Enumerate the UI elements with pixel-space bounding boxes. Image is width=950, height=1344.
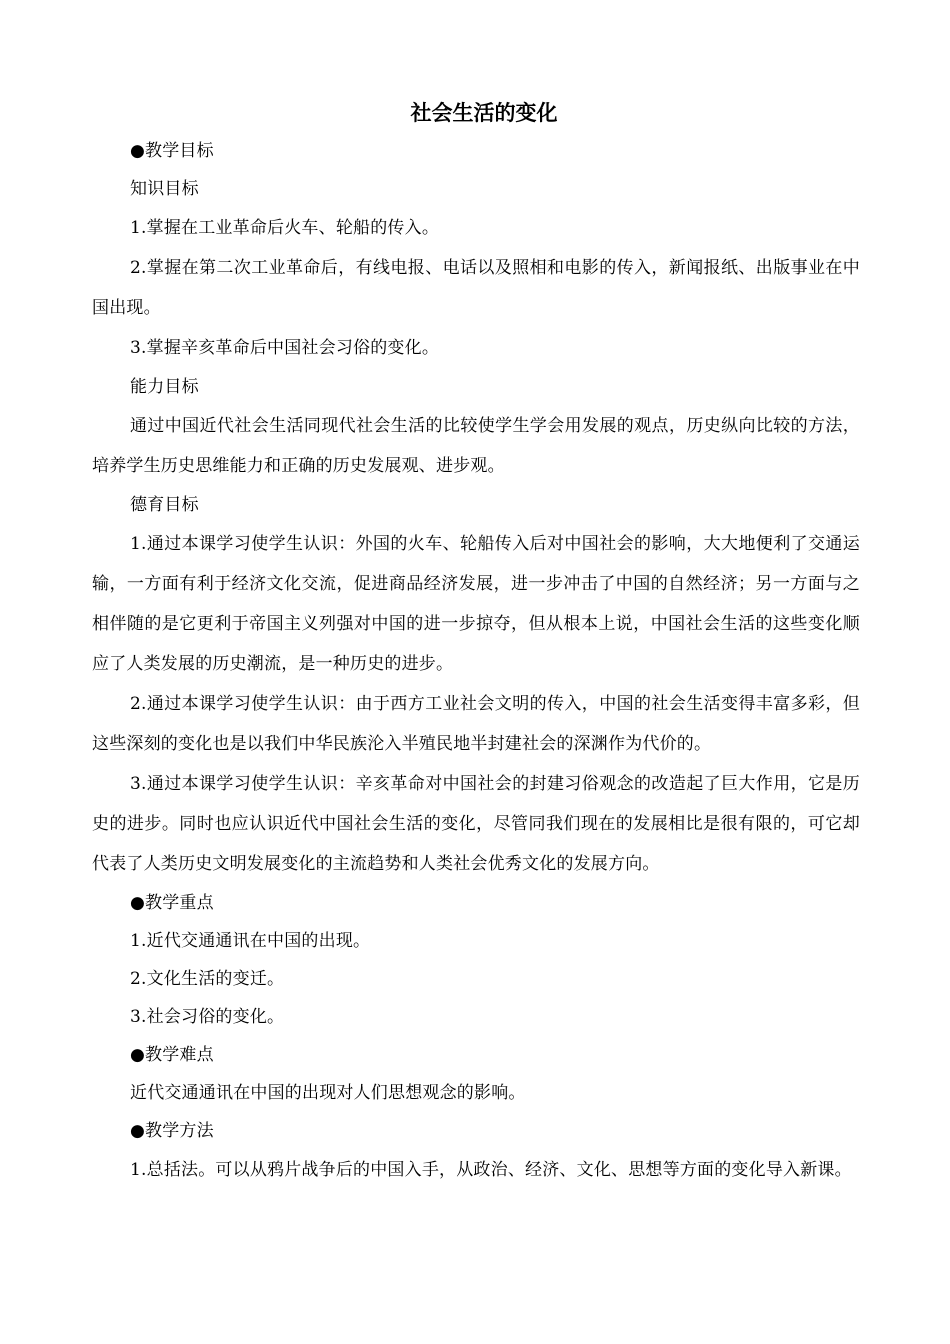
list-item: 1.近代交通通讯在中国的出现。 bbox=[130, 931, 371, 951]
subheading-moral-goals: 德育目标 bbox=[130, 495, 199, 515]
subheading-ability-goals: 能力目标 bbox=[130, 377, 199, 397]
paragraph: 2.通过本课学习使学生认识：由于西方工业社会文明的传入，中国的社会生活变得丰富多彩，但这些深刻的变化也是以我们中华民族沦入半殖民地半封建社会的深渊作为代价的。 bbox=[92, 694, 860, 754]
paragraph: 2.掌握在第二次工业革命后，有线电报、电话以及照相和电影的传入，新闻报纸、出版事业在中国出现。 bbox=[92, 258, 860, 318]
document-title: 社会生活的变化 bbox=[410, 101, 558, 125]
list-item: 3.社会习俗的变化。 bbox=[130, 1007, 285, 1027]
paragraph: 1.总括法。可以从鸦片战争后的中国入手，从政治、经济、文化、思想等方面的变化导入新课。 bbox=[130, 1160, 852, 1180]
paragraph: 3.掌握辛亥革命后中国社会习俗的变化。 bbox=[130, 338, 440, 358]
paragraph: 通过中国近代社会生活同现代社会生活的比较使学生学会用发展的观点，历史纵向比较的方法，培养学生历史思维能力和正确的历史发展观、进步观。 bbox=[92, 416, 860, 476]
section-heading-teaching-goals: ●教学目标 bbox=[130, 141, 214, 161]
paragraph: 1.掌握在工业革命后火车、轮船的传入。 bbox=[130, 218, 440, 238]
section-heading-difficulties: ●教学难点 bbox=[130, 1045, 214, 1065]
paragraph: 近代交通通讯在中国的出现对人们思想观念的影响。 bbox=[130, 1083, 526, 1103]
section-heading-key-points: ●教学重点 bbox=[130, 893, 214, 913]
paragraph: 1.通过本课学习使学生认识：外国的火车、轮船传入后对中国社会的影响，大大地便利了交通运输，一方面有利于经济文化交流，促进商品经济发展，进一步冲击了中国的自然经济；另一方面与之相伴随的是它更利于帝国主义列强对中国的进一步掠夺，但从根本上说，中国社会生活的这些变化顺应了人类发展的历史潮流，是一种历史的进步。 bbox=[92, 534, 860, 674]
section-heading-teaching-methods: ●教学方法 bbox=[130, 1121, 214, 1141]
list-item: 2.文化生活的变迁。 bbox=[130, 969, 285, 989]
paragraph: 3.通过本课学习使学生认识：辛亥革命对中国社会的封建习俗观念的改造起了巨大作用，它是历史的进步。同时也应认识近代中国社会生活的变化，尽管同我们现在的发展相比是很有限的，可它却代表了人类历史文明发展变化的主流趋势和人类社会优秀文化的发展方向。 bbox=[92, 774, 860, 874]
subheading-knowledge-goals: 知识目标 bbox=[130, 179, 199, 199]
document-page bbox=[92, 96, 860, 1190]
